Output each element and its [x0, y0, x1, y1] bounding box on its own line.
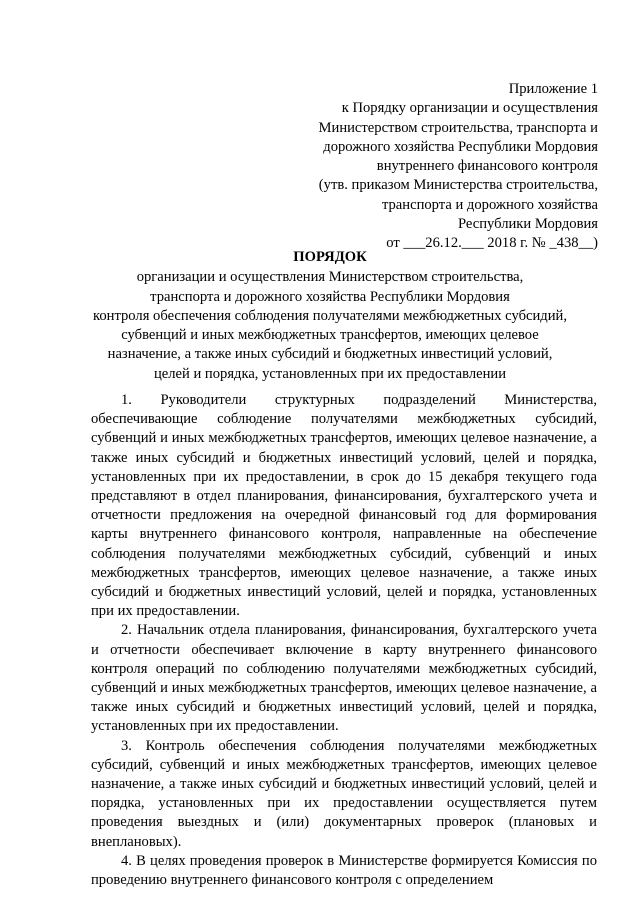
- appendix-line: транспорта и дорожного хозяйства: [381, 196, 598, 213]
- paragraph-text: В целях проведения проверок в Министерстве формируется Комиссия по проведению внутреннего финансового контроля с определением: [91, 852, 598, 889]
- paragraph-number: 1.: [121, 392, 132, 408]
- paragraph-text: Руководители структурных подразделений Министерства, обеспечивающие соблюдение получателями межбюджетных субсидий, субвенций и иных межбюджетных трансфертов, имеющих целевое назначение, а также иных субсидий и бюджетных инвестиций условий, целей и порядка, установленных при их предоставлении, в срок до 15 декабря текущего года представляют в отдел планирования, финансирования, бухгалтерского учета и отчетности предложения на очередной финансовый год для формирования карты внутреннего финансового контроля, направленные на обеспечение соблюдения получателями межбюджетных субсидий, субвенций и иных межбюджетных трансфертов, имеющих целевое назначение, а также иных субсидий и бюджетных инвестиций условий, целей и порядка, установленных при их предоставлении.: [91, 392, 597, 620]
- appendix-line: внутреннего финансового контроля: [376, 158, 598, 175]
- appendix-line: Министерством строительства, транспорта и: [318, 119, 598, 136]
- document-subtitle-line: транспорта и дорожного хозяйства Республики Мордовия: [150, 288, 510, 305]
- document-subtitle-line: субвенций и иных межбюджетных трансфертов, имеющих целевое: [121, 327, 539, 344]
- paragraph-2: [91, 621, 597, 736]
- paragraph-number: 2.: [121, 622, 132, 639]
- paragraph-4: [91, 852, 597, 890]
- paragraph-text: Контроль обеспечения соблюдения получателями межбюджетных субсидий, субвенций и иных межбюджетных трансфертов, имеющих целевое назначение, а также иных субсидий и бюджетных инвестиций условий, целей и порядка, установленных при их предоставлении осуществляется путем проведения выездных и (или) документарных проверок (плановых и внеплановых).: [91, 737, 597, 850]
- document-subtitle-line: целей и порядка, установленных при их предоставлении: [153, 365, 507, 382]
- document-title-block: [70, 248, 590, 384]
- paragraph-1: [91, 391, 597, 621]
- appendix-line: Приложение 1: [508, 81, 598, 97]
- document-subtitle-line: назначение, а также иных субсидий и бюджетных инвестиций условий,: [107, 346, 553, 363]
- paragraph-number: 4.: [121, 852, 132, 869]
- appendix-line: (утв. приказом Министерства строительства,: [318, 177, 598, 194]
- appendix-line: Республики Мордовия: [457, 216, 598, 233]
- appendix-line: дорожного хозяйства Республики Мордовия: [323, 138, 598, 155]
- document-body: [91, 391, 597, 890]
- appendix-header: [238, 80, 598, 254]
- paragraph-3: [91, 737, 597, 852]
- paragraph-text: Начальник отдела планирования, финансирования, бухгалтерского учета и отчетности обеспечивает включение в карту внутреннего финансового контроля операций по соблюдению получателями межбюджетных субсидий, субвенций и иных межбюджетных трансфертов, имеющих целевое назначение, а также иных субсидий и бюджетных инвестиций условий, целей и порядка, установленных при их предоставлении.: [91, 622, 597, 735]
- document-subtitle-line: контроля обеспечения соблюдения получателями межбюджетных субсидий,: [93, 307, 567, 324]
- document-subtitle-line: организации и осуществления Министерством строительства,: [136, 269, 524, 286]
- appendix-line: от ___26.12.___ 2018 г. № _438__): [386, 235, 598, 252]
- paragraph-number: 3.: [121, 737, 132, 754]
- document-title: ПОРЯДОК: [293, 249, 367, 265]
- appendix-line: к Порядку организации и осуществления: [341, 100, 598, 117]
